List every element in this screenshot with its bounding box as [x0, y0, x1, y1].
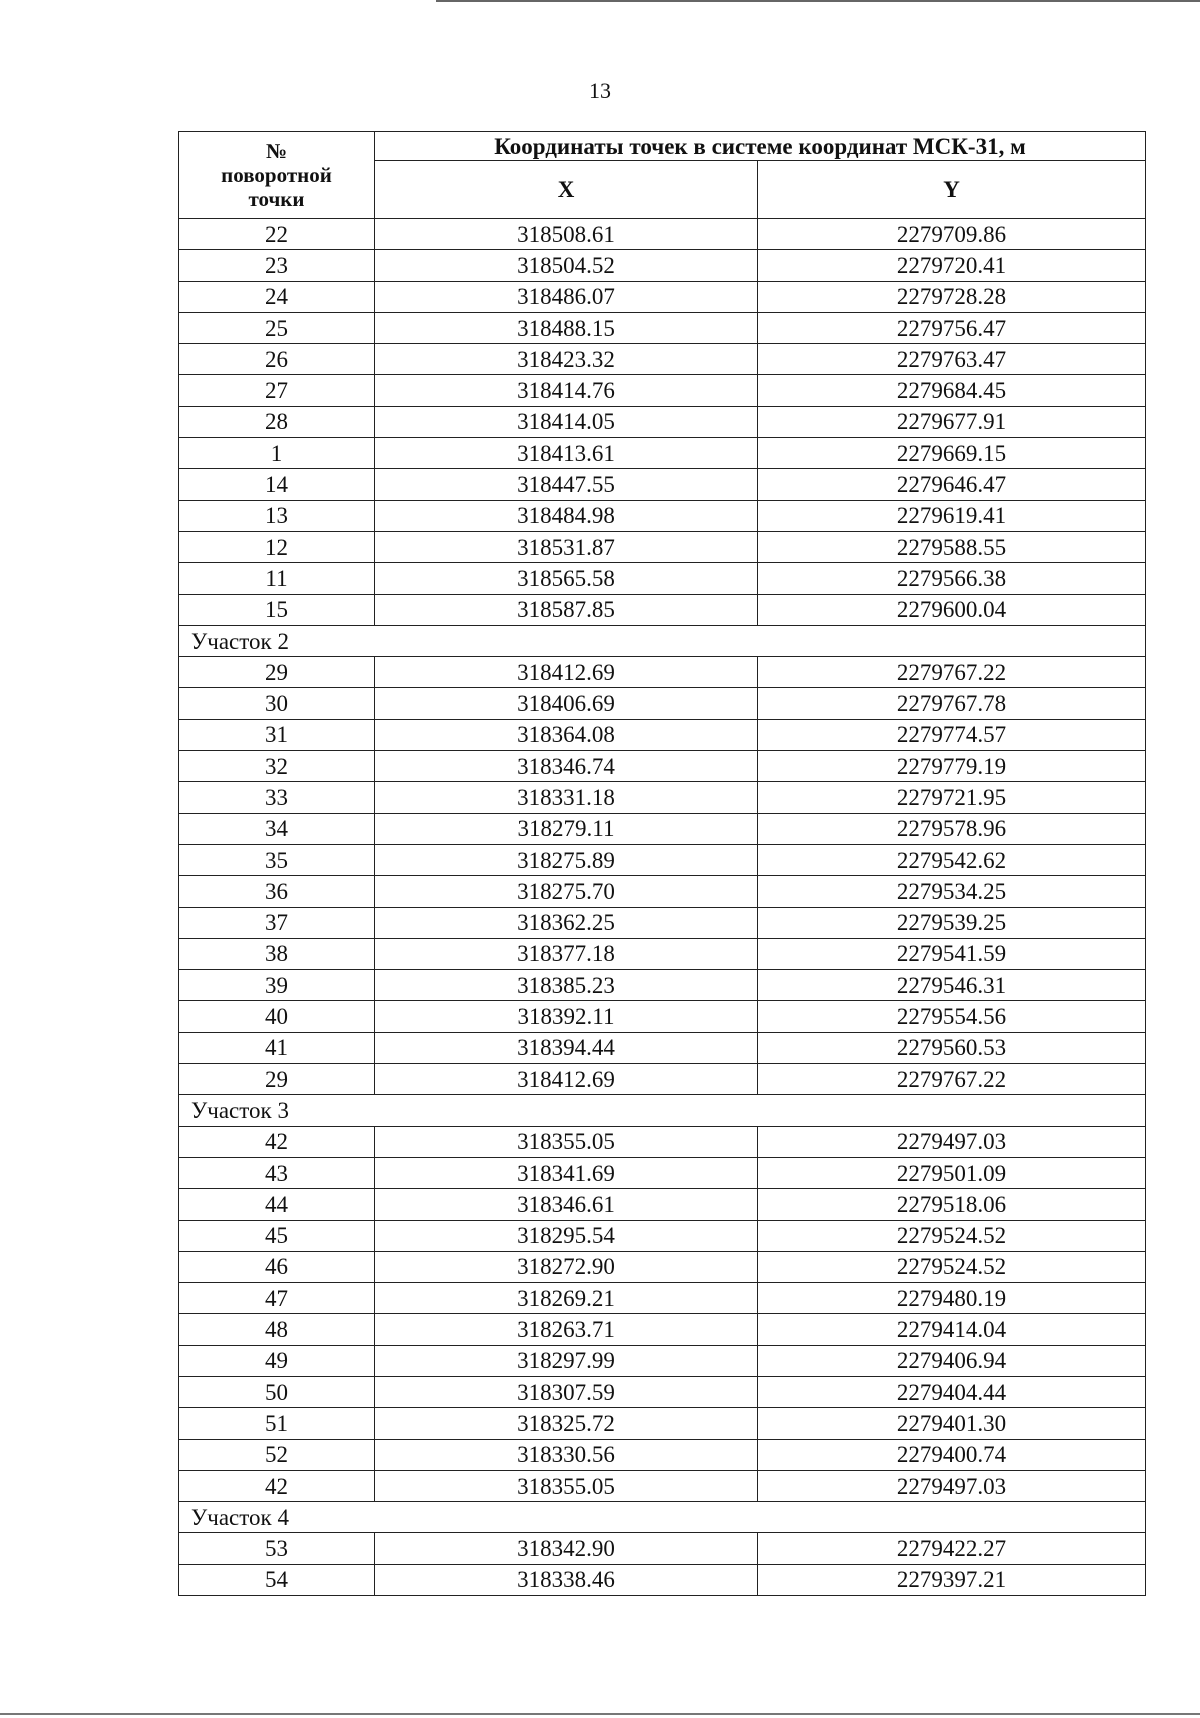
y-coordinate-cell: 2279397.21: [758, 1564, 1146, 1595]
x-coordinate-cell: 318269.21: [375, 1283, 758, 1314]
point-number-cell: 34: [179, 813, 375, 844]
point-number-cell: 29: [179, 657, 375, 688]
table-row: [179, 1032, 1146, 1063]
y-coordinate-cell: 2279422.27: [758, 1533, 1146, 1564]
table-row: [179, 344, 1146, 375]
point-number-cell: 42: [179, 1126, 375, 1157]
y-coordinate-cell: 2279578.96: [758, 813, 1146, 844]
y-coordinate-cell: 2279560.53: [758, 1032, 1146, 1063]
table-row: [179, 1376, 1146, 1407]
y-coordinate-cell: 2279497.03: [758, 1470, 1146, 1501]
y-coordinate-cell: 2279541.59: [758, 938, 1146, 969]
table-row: [179, 563, 1146, 594]
table-row: [179, 438, 1146, 469]
x-coordinate-cell: 318275.70: [375, 876, 758, 907]
x-coordinate-cell: 318297.99: [375, 1345, 758, 1376]
table-row: [179, 751, 1146, 782]
point-number-cell: 13: [179, 500, 375, 531]
point-number-cell: 28: [179, 406, 375, 437]
page-number: 13: [589, 78, 611, 103]
y-coordinate-cell: 2279600.04: [758, 594, 1146, 625]
x-coordinate-cell: 318272.90: [375, 1251, 758, 1282]
y-coordinate-cell: 2279534.25: [758, 876, 1146, 907]
y-column-header: Y: [758, 161, 1146, 219]
point-number-cell: 48: [179, 1314, 375, 1345]
point-number-header: [179, 132, 375, 219]
x-coordinate-cell: 318346.61: [375, 1189, 758, 1220]
y-coordinate-cell: 2279542.62: [758, 844, 1146, 875]
x-coordinate-cell: 318412.69: [375, 657, 758, 688]
x-coordinate-cell: 318325.72: [375, 1408, 758, 1439]
table-row: [179, 250, 1146, 281]
table-row: [179, 219, 1146, 250]
table-row: [179, 594, 1146, 625]
x-coordinate-cell: 318341.69: [375, 1157, 758, 1188]
section-row: [179, 1095, 1146, 1126]
table-row: [179, 1001, 1146, 1032]
y-coordinate-cell: 2279401.30: [758, 1408, 1146, 1439]
y-coordinate-cell: 2279767.78: [758, 688, 1146, 719]
y-coordinate-cell: 2279677.91: [758, 406, 1146, 437]
x-coordinate-cell: 318504.52: [375, 250, 758, 281]
x-coordinate-cell: 318531.87: [375, 531, 758, 562]
x-column-header: X: [375, 161, 758, 219]
y-coordinate-cell: 2279720.41: [758, 250, 1146, 281]
table-row: [179, 1251, 1146, 1282]
table-row: [179, 1470, 1146, 1501]
x-coordinate-cell: 318377.18: [375, 938, 758, 969]
table-row: [179, 312, 1146, 343]
y-coordinate-cell: 2279669.15: [758, 438, 1146, 469]
y-coordinate-cell: 2279518.06: [758, 1189, 1146, 1220]
x-coordinate-cell: 318364.08: [375, 719, 758, 750]
point-number-cell: 1: [179, 438, 375, 469]
y-coordinate-cell: 2279763.47: [758, 344, 1146, 375]
y-coordinate-cell: 2279774.57: [758, 719, 1146, 750]
table-row: [179, 876, 1146, 907]
y-coordinate-cell: 2279566.38: [758, 563, 1146, 594]
table-row: [179, 907, 1146, 938]
table-row: [179, 1533, 1146, 1564]
x-coordinate-cell: 318488.15: [375, 312, 758, 343]
x-coordinate-cell: 318486.07: [375, 281, 758, 312]
x-coordinate-cell: 318263.71: [375, 1314, 758, 1345]
table-row: [179, 469, 1146, 500]
point-number-header-line-1: №: [265, 138, 288, 163]
point-number-cell: 15: [179, 594, 375, 625]
section-label: Участок 2: [179, 625, 1146, 656]
x-coordinate-cell: 318406.69: [375, 688, 758, 719]
table-row: [179, 970, 1146, 1001]
y-coordinate-cell: 2279524.52: [758, 1220, 1146, 1251]
table-row: [179, 1564, 1146, 1595]
x-coordinate-cell: 318484.98: [375, 500, 758, 531]
y-coordinate-cell: 2279524.52: [758, 1251, 1146, 1282]
section-label: Участок 4: [179, 1502, 1146, 1533]
y-coordinate-cell: 2279709.86: [758, 219, 1146, 250]
point-number-cell: 52: [179, 1439, 375, 1470]
point-number-cell: 43: [179, 1157, 375, 1188]
x-coordinate-cell: 318330.56: [375, 1439, 758, 1470]
point-number-cell: 41: [179, 1032, 375, 1063]
point-number-cell: 50: [179, 1376, 375, 1407]
point-number-cell: 53: [179, 1533, 375, 1564]
y-coordinate-cell: 2279646.47: [758, 469, 1146, 500]
point-number-cell: 33: [179, 782, 375, 813]
table-row: [179, 531, 1146, 562]
point-number-cell: 49: [179, 1345, 375, 1376]
y-coordinate-cell: 2279588.55: [758, 531, 1146, 562]
table-row: [179, 1439, 1146, 1470]
point-number-cell: 47: [179, 1283, 375, 1314]
y-coordinate-cell: 2279501.09: [758, 1157, 1146, 1188]
y-coordinate-cell: 2279756.47: [758, 312, 1146, 343]
table-row: [179, 375, 1146, 406]
point-number-cell: 25: [179, 312, 375, 343]
table-row: [179, 657, 1146, 688]
x-coordinate-cell: 318565.58: [375, 563, 758, 594]
y-coordinate-cell: 2279539.25: [758, 907, 1146, 938]
point-number-cell: 14: [179, 469, 375, 500]
point-number-cell: 42: [179, 1470, 375, 1501]
x-coordinate-cell: 318355.05: [375, 1470, 758, 1501]
y-coordinate-cell: 2279721.95: [758, 782, 1146, 813]
point-number-cell: 38: [179, 938, 375, 969]
point-number-cell: 24: [179, 281, 375, 312]
point-number-cell: 51: [179, 1408, 375, 1439]
point-number-cell: 27: [179, 375, 375, 406]
y-coordinate-cell: 2279546.31: [758, 970, 1146, 1001]
point-number-cell: 31: [179, 719, 375, 750]
y-coordinate-cell: 2279406.94: [758, 1345, 1146, 1376]
coordinates-header: Координаты точек в системе координат МСК-31, м: [375, 132, 1146, 161]
table-row: [179, 1283, 1146, 1314]
x-coordinate-cell: 318307.59: [375, 1376, 758, 1407]
table-row: [179, 813, 1146, 844]
scan-edge-top: [436, 0, 1200, 2]
table-row: [179, 938, 1146, 969]
table-row: [179, 782, 1146, 813]
point-number-header-line-2: поворотной: [221, 162, 332, 187]
point-number-cell: 45: [179, 1220, 375, 1251]
point-number-cell: 11: [179, 563, 375, 594]
table-row: [179, 1220, 1146, 1251]
table-row: [179, 844, 1146, 875]
x-coordinate-cell: 318394.44: [375, 1032, 758, 1063]
point-number-cell: 32: [179, 751, 375, 782]
point-number-cell: 36: [179, 876, 375, 907]
point-number-cell: 26: [179, 344, 375, 375]
y-coordinate-cell: 2279400.74: [758, 1439, 1146, 1470]
point-number-cell: 37: [179, 907, 375, 938]
point-number-cell: 40: [179, 1001, 375, 1032]
x-coordinate-cell: 318508.61: [375, 219, 758, 250]
y-coordinate-cell: 2279728.28: [758, 281, 1146, 312]
x-coordinate-cell: 318385.23: [375, 970, 758, 1001]
y-coordinate-cell: 2279684.45: [758, 375, 1146, 406]
x-coordinate-cell: 318346.74: [375, 751, 758, 782]
x-coordinate-cell: 318331.18: [375, 782, 758, 813]
table-row: [179, 1314, 1146, 1345]
point-number-cell: 23: [179, 250, 375, 281]
point-number-cell: 30: [179, 688, 375, 719]
table-row: [179, 688, 1146, 719]
table-row: [179, 1345, 1146, 1376]
table-row: [179, 500, 1146, 531]
point-number-cell: 39: [179, 970, 375, 1001]
x-coordinate-cell: 318275.89: [375, 844, 758, 875]
point-number-cell: 22: [179, 219, 375, 250]
x-coordinate-cell: 318414.05: [375, 406, 758, 437]
x-coordinate-cell: 318355.05: [375, 1126, 758, 1157]
x-coordinate-cell: 318295.54: [375, 1220, 758, 1251]
x-coordinate-cell: 318414.76: [375, 375, 758, 406]
table-row: [179, 1408, 1146, 1439]
x-coordinate-cell: 318342.90: [375, 1533, 758, 1564]
y-coordinate-cell: 2279497.03: [758, 1126, 1146, 1157]
section-row: [179, 625, 1146, 656]
table-row: [179, 1157, 1146, 1188]
point-number-header-line-3: точки: [248, 187, 305, 212]
scan-edge-bottom: [0, 1713, 1200, 1715]
table-row: [179, 281, 1146, 312]
x-coordinate-cell: 318413.61: [375, 438, 758, 469]
y-coordinate-cell: 2279414.04: [758, 1314, 1146, 1345]
y-coordinate-cell: 2279767.22: [758, 1064, 1146, 1095]
y-coordinate-cell: 2279404.44: [758, 1376, 1146, 1407]
y-coordinate-cell: 2279480.19: [758, 1283, 1146, 1314]
table-row: [179, 719, 1146, 750]
x-coordinate-cell: 318392.11: [375, 1001, 758, 1032]
table-row: [179, 406, 1146, 437]
x-coordinate-cell: 318447.55: [375, 469, 758, 500]
point-number-cell: 35: [179, 844, 375, 875]
coordinates-table: [178, 131, 1146, 1596]
point-number-cell: 12: [179, 531, 375, 562]
point-number-cell: 54: [179, 1564, 375, 1595]
y-coordinate-cell: 2279767.22: [758, 657, 1146, 688]
y-coordinate-cell: 2279619.41: [758, 500, 1146, 531]
x-coordinate-cell: 318587.85: [375, 594, 758, 625]
table-row: [179, 1126, 1146, 1157]
point-number-cell: 29: [179, 1064, 375, 1095]
section-label: Участок 3: [179, 1095, 1146, 1126]
x-coordinate-cell: 318423.32: [375, 344, 758, 375]
x-coordinate-cell: 318412.69: [375, 1064, 758, 1095]
y-coordinate-cell: 2279779.19: [758, 751, 1146, 782]
point-number-cell: 44: [179, 1189, 375, 1220]
table-body: [179, 219, 1146, 1596]
y-coordinate-cell: 2279554.56: [758, 1001, 1146, 1032]
table-row: [179, 1189, 1146, 1220]
x-coordinate-cell: 318362.25: [375, 907, 758, 938]
x-coordinate-cell: 318338.46: [375, 1564, 758, 1595]
point-number-cell: 46: [179, 1251, 375, 1282]
section-row: [179, 1502, 1146, 1533]
x-coordinate-cell: 318279.11: [375, 813, 758, 844]
table-row: [179, 1064, 1146, 1095]
